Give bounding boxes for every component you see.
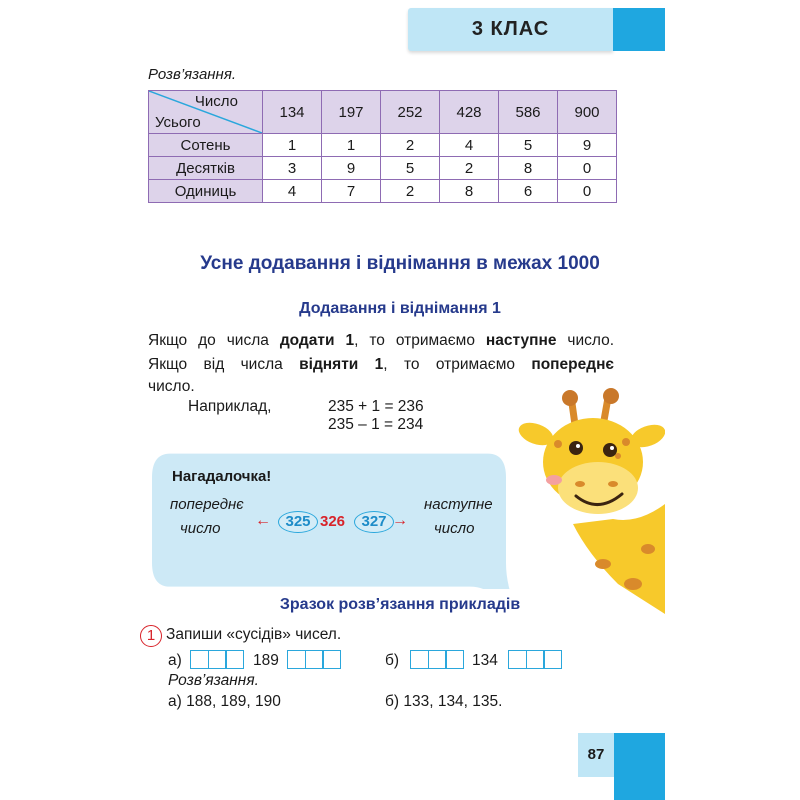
table-cell: 8: [440, 180, 499, 203]
table-row: [149, 134, 617, 157]
example-addition: 235 + 1 = 236: [328, 398, 424, 415]
table-cell: 2: [440, 157, 499, 180]
table-header-cell: 586: [499, 91, 558, 134]
table-cell: 3: [263, 157, 322, 180]
table-header-cell: 252: [381, 91, 440, 134]
answer-boxes-after-134[interactable]: [508, 650, 561, 669]
reminder-title: Нагадалочка!: [172, 468, 272, 485]
table-cell: 5: [499, 134, 558, 157]
table-cell: 6: [499, 180, 558, 203]
next-label-number: число: [434, 520, 475, 537]
subsection-title: Додавання і віднімання 1: [299, 300, 501, 317]
solution-label: Розв’язання.: [148, 66, 236, 83]
answer-boxes-before-134[interactable]: [410, 650, 463, 669]
table-header-cell: 428: [440, 91, 499, 134]
next-number-oval: 327: [354, 511, 394, 533]
current-number: 326: [320, 513, 346, 530]
table-row: [149, 157, 617, 180]
next-label: наступне: [424, 496, 493, 513]
page-number: 87: [587, 746, 605, 763]
answer-a: а) 188, 189, 190: [168, 693, 281, 710]
table-cell: 5: [381, 157, 440, 180]
header-accent-tab: [613, 8, 665, 51]
table-corner-cell: [149, 91, 263, 134]
sample-title: Зразок розв’язання прикладів: [279, 596, 521, 613]
giraffe-illustration: [518, 384, 665, 614]
table-header-cell: 134: [263, 91, 322, 134]
task-a-number: 189: [253, 652, 279, 669]
table-cell: 9: [558, 134, 617, 157]
section-title: Усне додавання і віднімання в межах 1000: [200, 253, 600, 274]
row-label-hundreds: Сотень: [149, 134, 263, 157]
table-cell: 0: [558, 180, 617, 203]
rule-next-number: Якщо до числа додати 1, то отримаємо наступне число.: [148, 332, 615, 349]
table-cell: 1: [322, 134, 381, 157]
row-label-units: Одиниць: [149, 180, 263, 203]
table-cell: 2: [381, 134, 440, 157]
table-cell: 1: [263, 134, 322, 157]
table-header-row: [149, 91, 617, 134]
table-cell: 4: [263, 180, 322, 203]
task-b-label: б): [385, 652, 400, 669]
table-cell: 8: [499, 157, 558, 180]
page-accent-tab: [614, 733, 665, 800]
corner-label-number: Число: [194, 93, 238, 110]
arrow-right-icon: →: [392, 512, 408, 529]
previous-label: попереднє: [170, 496, 244, 513]
answer-boxes-before-189[interactable]: [190, 650, 243, 669]
place-value-table: [148, 90, 617, 203]
task-b-number: 134: [472, 652, 498, 669]
table-cell: 7: [322, 180, 381, 203]
previous-number-oval: 325: [278, 511, 318, 533]
task-a-label: а): [168, 652, 182, 669]
answer-b: б) 133, 134, 135.: [385, 693, 503, 710]
corner-label-total: Усього: [155, 114, 201, 131]
table-header-cell: 197: [322, 91, 381, 134]
rule-previous-continuation: число.: [148, 378, 195, 395]
example-label: Наприклад,: [188, 398, 272, 415]
previous-label-number: число: [180, 520, 221, 537]
table-cell: 0: [558, 157, 617, 180]
table-cell: 2: [381, 180, 440, 203]
table-row: [149, 180, 617, 203]
answer-boxes-after-189[interactable]: [287, 650, 340, 669]
task-text: Запиши «сусідів» чисел.: [166, 626, 342, 643]
task-number-badge: 1: [140, 625, 162, 647]
rule-previous-number: Якщо від числа відняти 1, то отримаємо попереднє: [148, 356, 614, 373]
grade-title: 3 КЛАС: [471, 18, 550, 40]
table-cell: 9: [322, 157, 381, 180]
task-solution-label: Розв’язання.: [168, 672, 259, 689]
example-subtraction: 235 – 1 = 234: [328, 416, 424, 433]
table-header-cell: 900: [558, 91, 617, 134]
table-cell: 4: [440, 134, 499, 157]
arrow-left-icon: ←: [255, 512, 271, 529]
row-label-tens: Десятків: [149, 157, 263, 180]
